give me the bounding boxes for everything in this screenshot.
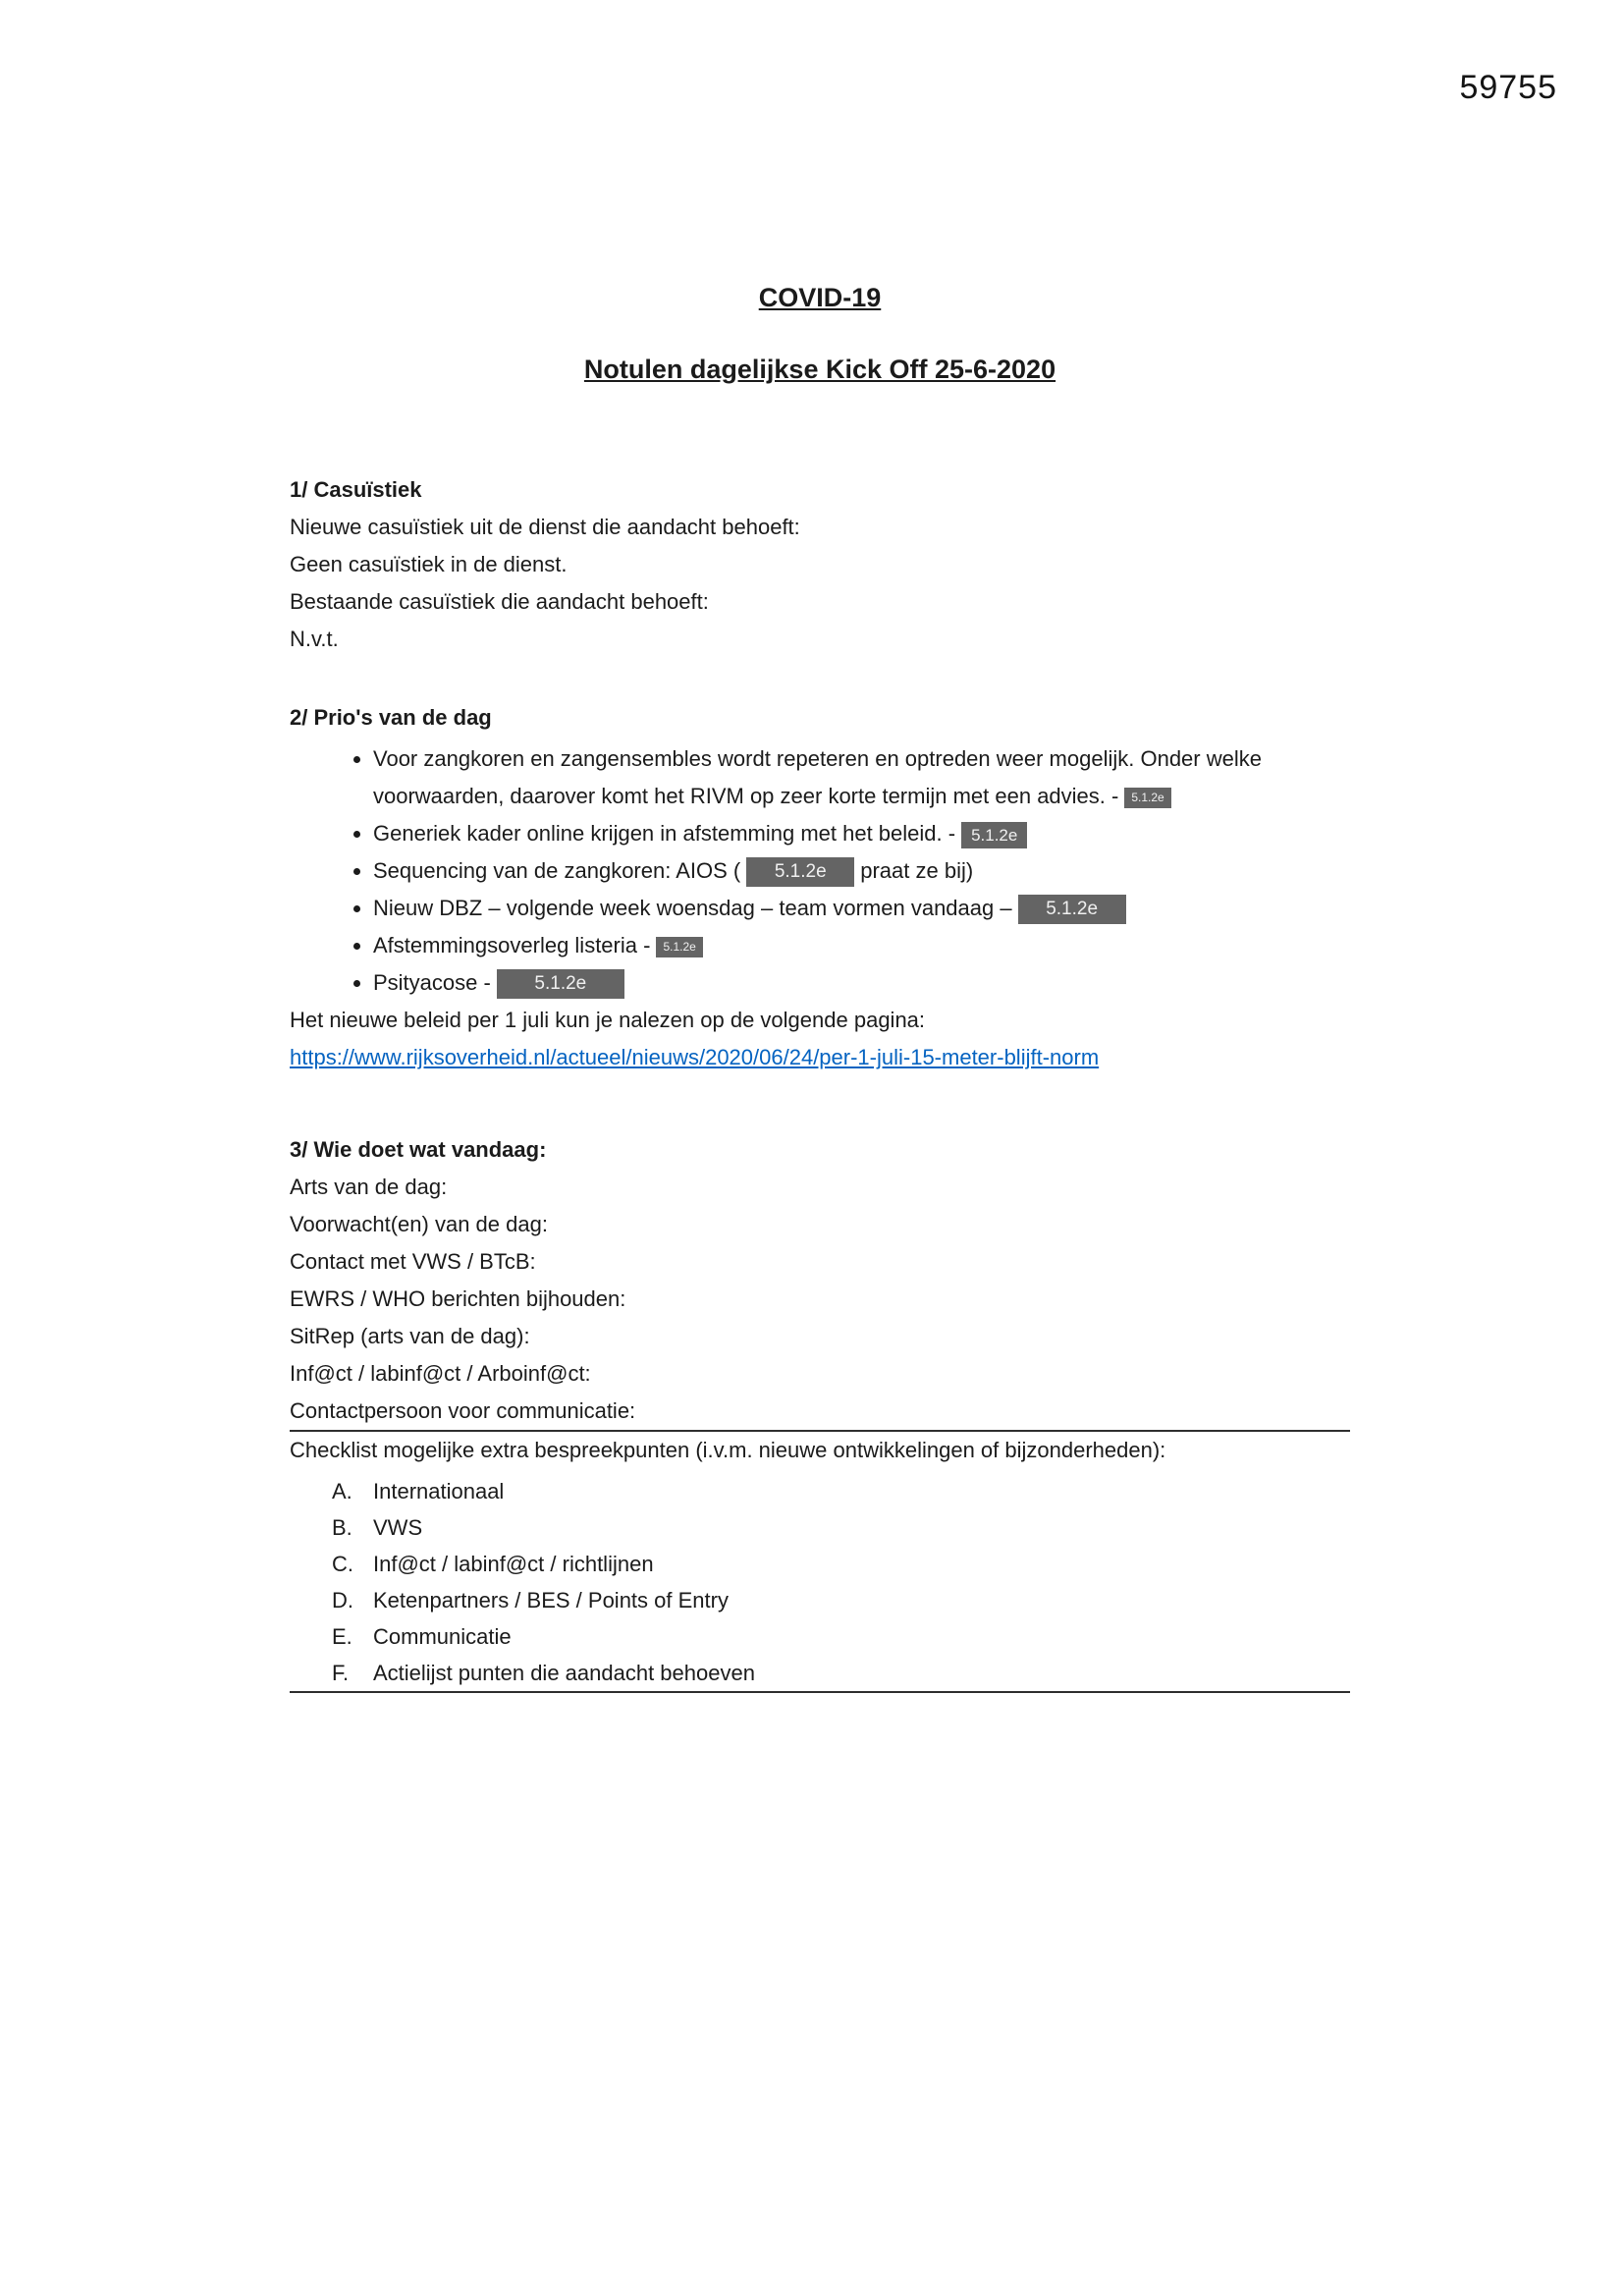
bullet-text: Voor zangkoren en zangensembles wordt repeteren en optreden weer mogelijk. Onder welke voorwaarden, daarover komt het RIVM op zeer korte termijn met een advies. - [373,746,1262,808]
checklist-item-label: Inf@ct / labinf@ct / richtlijnen [373,1552,654,1576]
checklist-item-label: Ketenpartners / BES / Points of Entry [373,1588,729,1613]
checklist-item-label: Communicatie [373,1624,512,1649]
checklist-item [332,1473,1350,1509]
section-1-line: N.v.t. [290,627,339,651]
checklist-item-letter: D. [332,1588,353,1613]
bullet-text: Nieuw DBZ – volgende week woensdag – team vormen vandaag – [373,896,1012,920]
checklist-item-letter: B. [332,1515,352,1540]
document-content [290,283,1350,1693]
checklist-item-label: VWS [373,1515,423,1540]
prio-bullet [373,740,1350,815]
policy-text: Het nieuwe beleid per 1 juli kun je nalezen op de volgende pagina: [290,1008,926,1032]
bullet-text: Generiek kader online krijgen in afstemming met het beleid. - [373,821,956,846]
checklist-intro: Checklist mogelijke extra bespreekpunten (i.v.m. nieuwe ontwikkelingen of bijzonderheden): [290,1438,1166,1462]
section-3-line: EWRS / WHO berichten bijhouden: [290,1286,626,1311]
prio-bullet [373,852,1350,890]
policy-note [290,1002,1350,1076]
prio-bullet-list [290,740,1350,1002]
section-3-line: SitRep (arts van de dag): [290,1324,530,1348]
bullet-text: Sequencing van de zangkoren: AIOS ( [373,858,741,883]
document-subtitle: Notulen dagelijkse Kick Off 25-6-2020 [583,355,1056,384]
checklist-item [332,1582,1350,1618]
checklist-item [332,1546,1350,1582]
checklist-item [332,1618,1350,1655]
bullet-text-after: praat ze bij) [860,858,974,883]
checklist-item-letter: E. [332,1624,352,1649]
doc-number: 59755 [1459,69,1557,106]
policy-link[interactable]: https://www.rijksoverheid.nl/actueel/nieuws/2020/06/24/per-1-juli-15-meter-blijft-norm [290,1045,1100,1069]
checklist-items [290,1473,1350,1691]
document-title: COVID-19 [758,283,882,312]
prio-bullet [373,964,1350,1002]
checklist-item-letter: A. [332,1479,352,1503]
redaction-box: 5.1.2e [656,937,702,957]
section-wie-doet-wat [290,1131,1350,1430]
section-prios [290,699,1350,1002]
section-1-line: Nieuwe casuïstiek uit de dienst die aandacht behoeft: [290,515,800,539]
checklist-item-label: Internationaal [373,1479,505,1503]
section-3-line: Inf@ct / labinf@ct / Arboinf@ct: [290,1361,591,1386]
section-1-line: Bestaande casuïstiek die aandacht behoeft: [290,589,709,614]
section-1-heading: 1/ Casuïstiek [290,477,422,502]
prio-bullet [373,815,1350,852]
checklist-section [290,1432,1350,1691]
divider-rule [290,1691,1350,1693]
section-3-line: Contactpersoon voor communicatie: [290,1398,636,1423]
redaction-box: 5.1.2e [1018,895,1126,924]
redaction-box: 5.1.2e [961,822,1027,848]
section-1-line: Geen casuïstiek in de dienst. [290,552,568,576]
prio-bullet [373,927,1350,964]
section-casuistiek [290,471,1350,658]
prio-bullet [373,890,1350,927]
section-2-heading: 2/ Prio's van de dag [290,705,492,730]
section-3-line: Voorwacht(en) van de dag: [290,1212,548,1236]
checklist-item-letter: C. [332,1552,353,1576]
bullet-text: Afstemmingsoverleg listeria - [373,933,651,957]
section-3-line: Contact met VWS / BTcB: [290,1249,536,1274]
section-3-line: Arts van de dag: [290,1175,448,1199]
section-3-heading: 3/ Wie doet wat vandaag: [290,1137,547,1162]
redaction-box: 5.1.2e [497,969,624,999]
checklist-item-letter: F. [332,1661,350,1685]
redaction-box: 5.1.2e [1124,788,1170,808]
checklist-item-label: Actielijst punten die aandacht behoeven [373,1661,755,1685]
checklist-item [332,1509,1350,1546]
bullet-text: Psityacose - [373,970,491,995]
redaction-box: 5.1.2e [746,857,854,887]
checklist-item [332,1655,1350,1691]
